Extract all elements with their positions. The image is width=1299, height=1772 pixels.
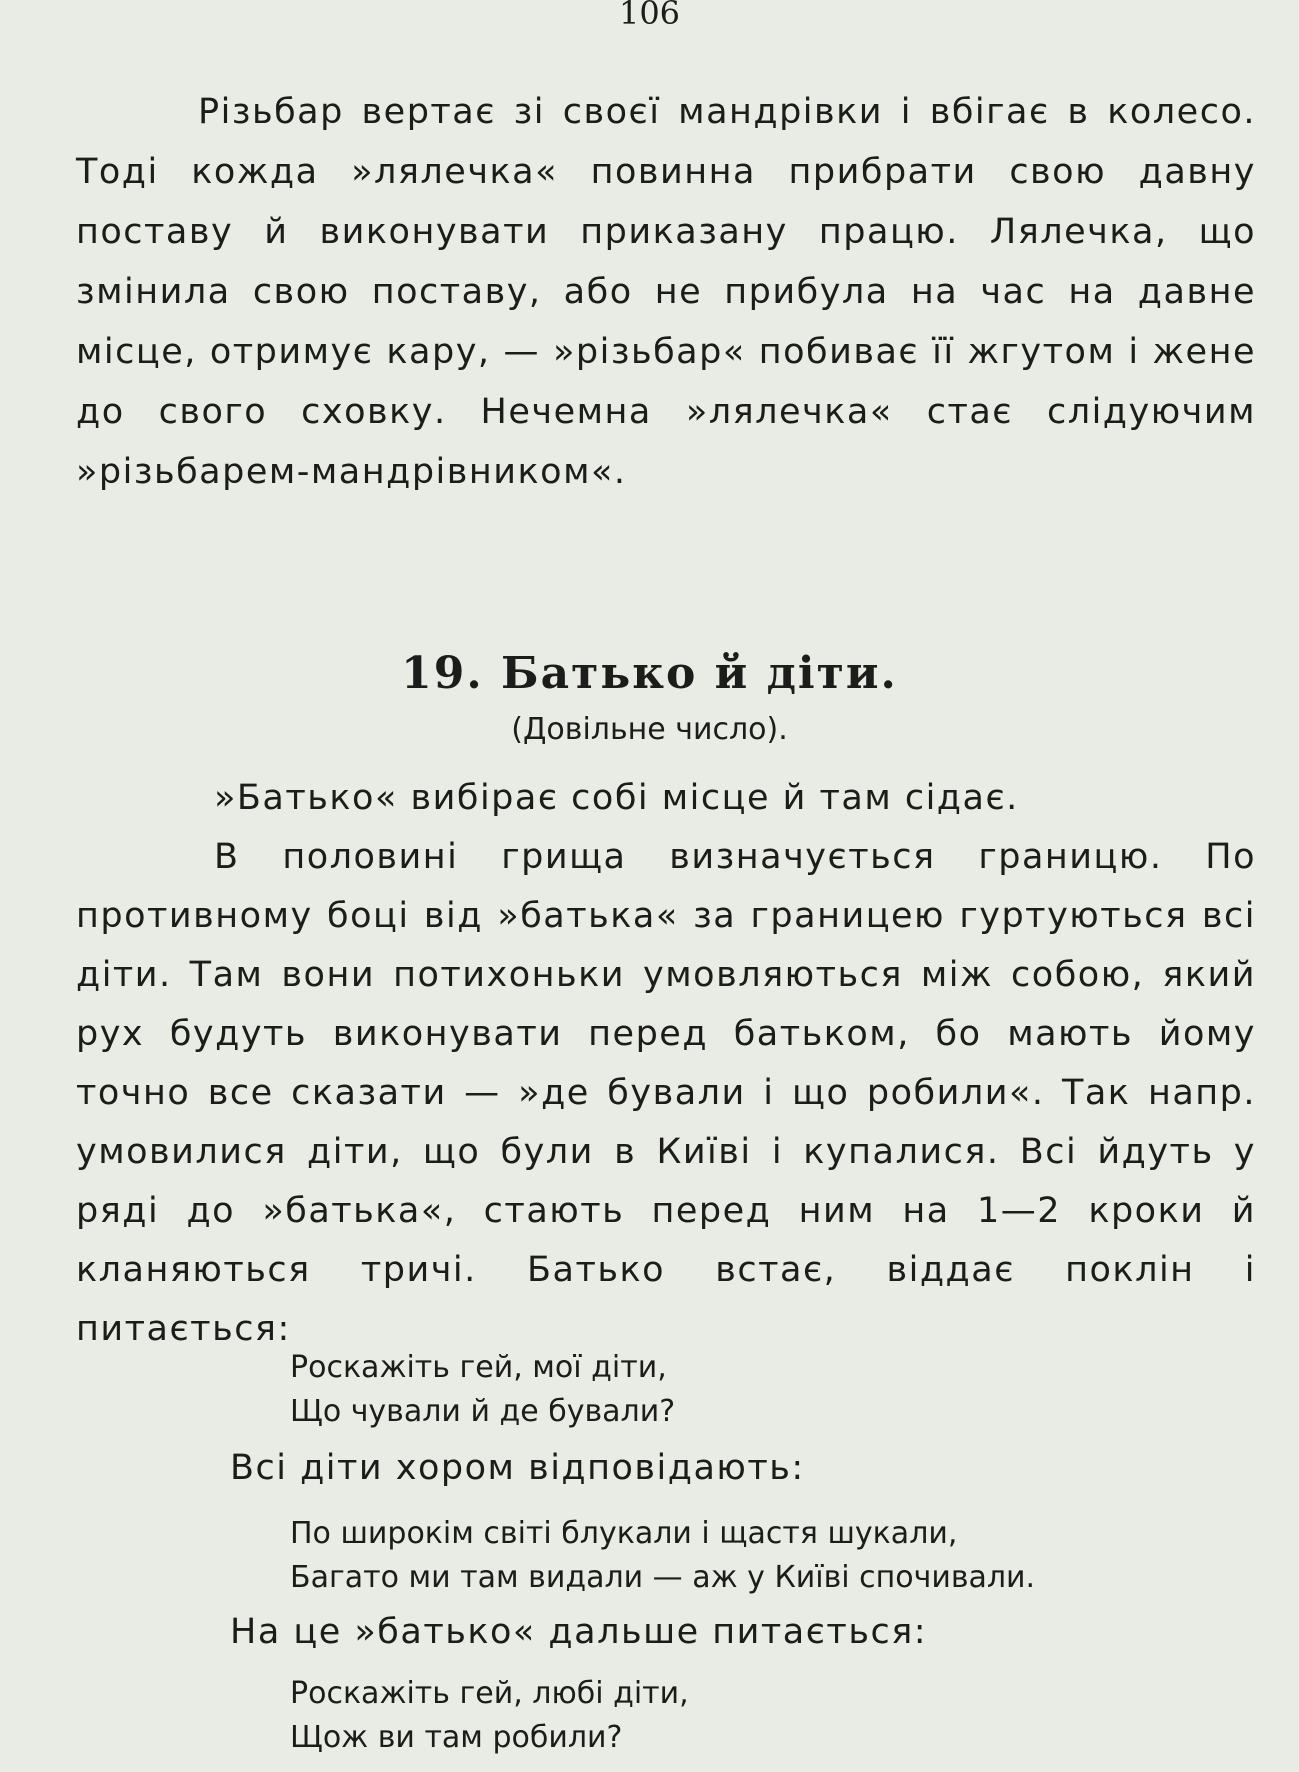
chorus-intro: Всі діти хором відповідають: xyxy=(230,1448,805,1488)
paragraph-father-sits: »Батько« вибірає собі місце й там сідає. xyxy=(214,778,1019,818)
verse-line: По широкім світі блукали і щастя шукали, xyxy=(290,1516,958,1551)
verse-line: Роскажіть гей, мої діти, xyxy=(290,1350,667,1385)
verse-line: Роскажіть гей, любі діти, xyxy=(290,1676,689,1711)
verse-line: Що чували й де бували? xyxy=(290,1394,676,1429)
verse-line: Щож ви там робили? xyxy=(290,1720,623,1755)
father-asks-intro: На це »батько« дальше питається: xyxy=(230,1612,928,1652)
paragraph-game-rules: В половині грища визначується границю. По противному боці від »батька« за границею гуртуються всі діти. Там вони потихоньки умовляються між собою, який рух будуть виконувати перед батьком, бо мають йому точно все сказати — »де бували і що робили«. Так напр. умовилися діти, що були в Київі і купалися. Всі йдуть у ряді до »батька«, стають перед ним на 1—2 кроки й кланяються тричі. Батько встає, віддає поклін і питається: xyxy=(76,837,1256,1349)
section-subheading: (Довільне число). xyxy=(511,712,788,747)
page-number: 106 xyxy=(618,0,681,32)
verse-father-question xyxy=(290,1346,1250,1434)
paragraph-carver-return: Різьбар вертає зі своєї мандрівки і вбігає в колесо. Тоді кожда »лялечка« повинна прибрати свою давну поставу й виконувати приказану працю. Лялечка, що змінила свою поставу, або не прибула на час на давне місце, отримує кару, — »різьбар« побиває її жгутом і жене до свого сховку. Нечемна »лялечка« стає слідуючим »різьбарем-мандрівником«. xyxy=(76,92,1256,492)
verse-father-second-question xyxy=(290,1672,1250,1760)
section-heading: 19. Батько й діти. xyxy=(401,648,898,699)
verse-line: Багато ми там видали — аж у Київі спочивали. xyxy=(290,1560,1036,1595)
verse-children-answer xyxy=(290,1512,1250,1600)
